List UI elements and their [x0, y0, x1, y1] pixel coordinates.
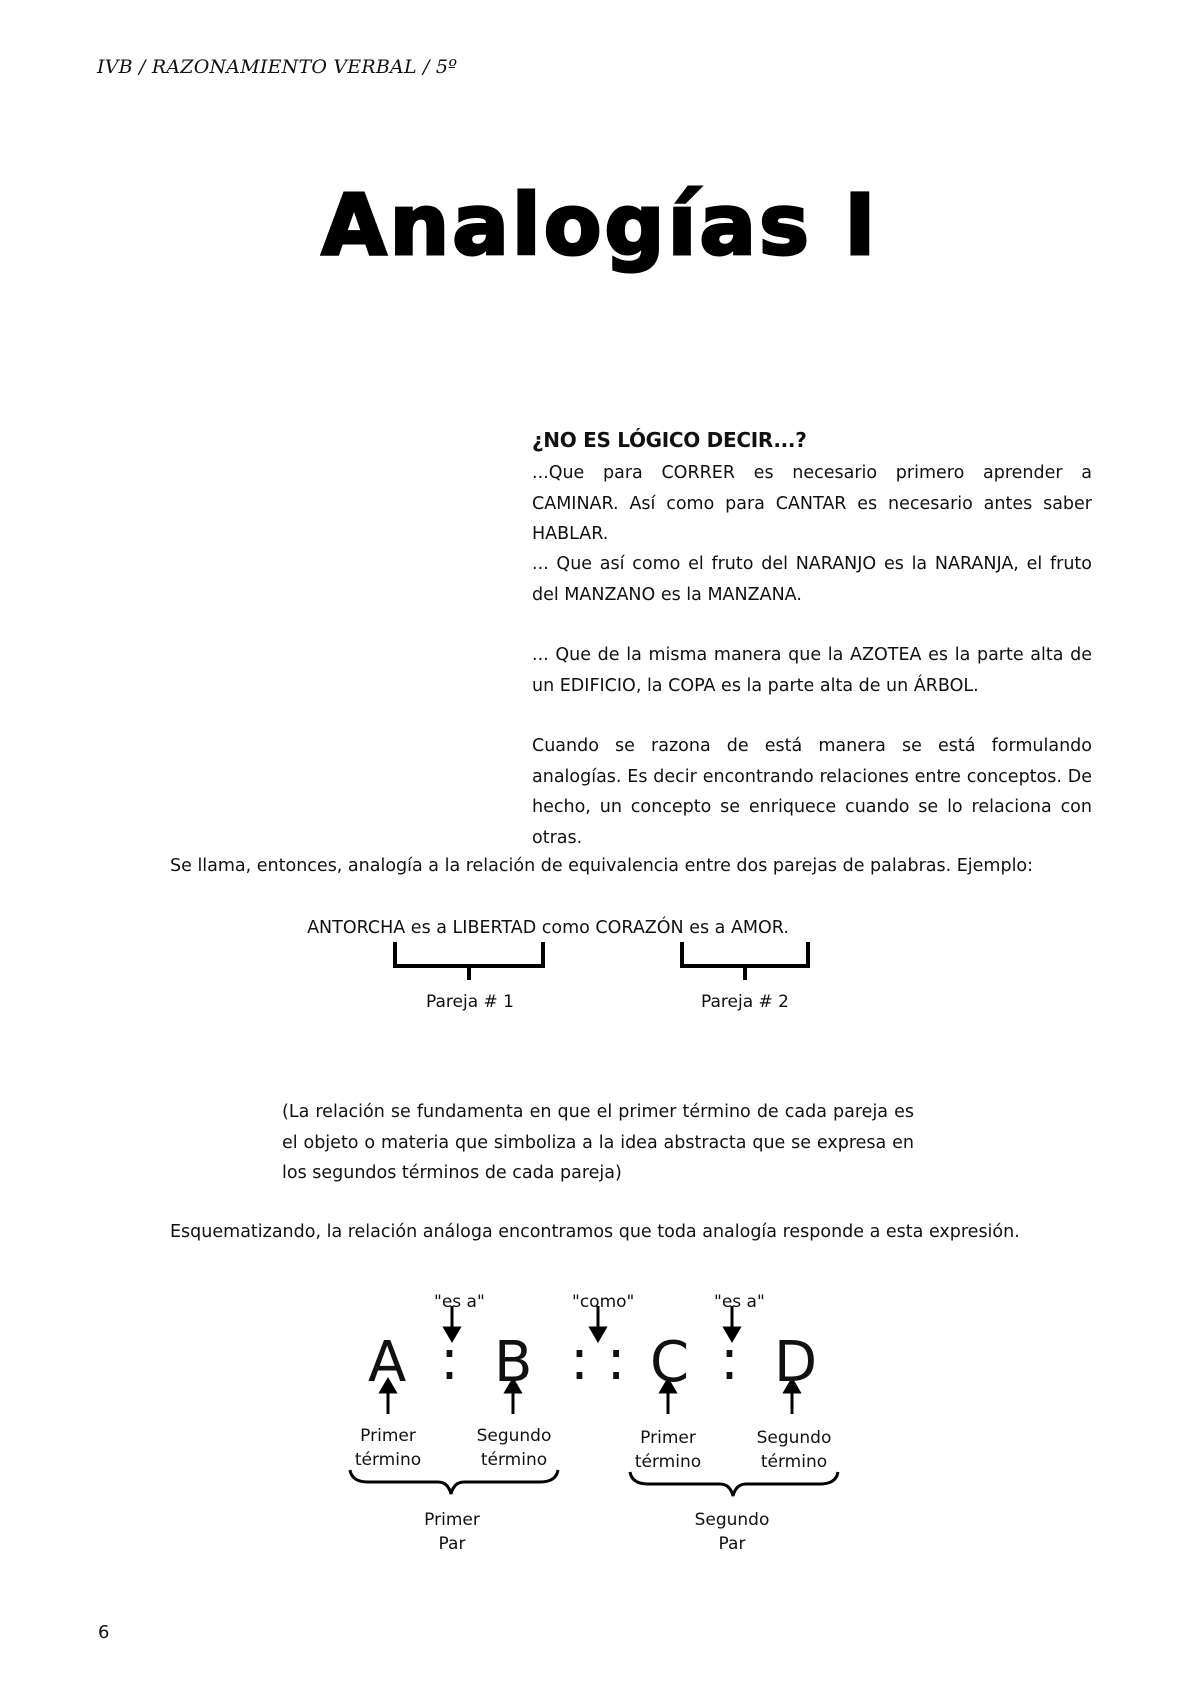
colon-2: :: [720, 1328, 739, 1393]
intro-paragraph-4: Cuando se razona de está manera se está formulando analogías. Es decir encontrando relaciones entre conceptos. De hecho, un concepto se enriquece cuando se lo relaciona con otras.: [532, 736, 1092, 848]
colon-1: :: [440, 1328, 459, 1393]
label-es-a-2: "es a": [714, 1292, 765, 1312]
label-term-a: Primer término: [354, 1426, 422, 1470]
label-term-b: Segundo término: [476, 1426, 552, 1470]
brace-pair-1: [350, 1470, 558, 1494]
term-a: A: [368, 1330, 407, 1395]
schema-intro-text: Esquematizando, la relación análoga encontramos que toda analogía responde a esta expresión.: [170, 1222, 1020, 1242]
brace-pair-2: [630, 1472, 838, 1496]
term-b: B: [494, 1330, 533, 1395]
page-title: Analogías I: [321, 176, 879, 274]
label-term-d: Segundo término: [756, 1428, 832, 1472]
intro-paragraph-1: ...Que para CORRER es necesario primero aprender a CAMINAR. Así como para CANTAR es necesario antes saber HABLAR.: [532, 463, 1092, 544]
double-colon: : :: [570, 1328, 626, 1393]
intro-paragraph-2: ... Que así como el fruto del NARANJO es la NARANJA, el fruto del MANZANO es la MANZANA.: [532, 554, 1092, 605]
example-sentence: ANTORCHA es a LIBERTAD como CORAZÓN es a AMOR.: [307, 918, 789, 938]
intro-paragraph-3: ... Que de la misma manera que la AZOTEA es la parte alta de un EDIFICIO, la COPA es la parte alta de un ÁRBOL.: [532, 645, 1092, 696]
page-number: 6: [98, 1622, 110, 1643]
label-como: "como": [572, 1292, 635, 1312]
pair-1-label: Pareja # 1: [426, 992, 514, 1012]
label-es-a-1: "es a": [434, 1292, 485, 1312]
running-header: IVB / RAZONAMIENTO VERBAL / 5º: [97, 56, 458, 78]
label-term-c: Primer término: [634, 1428, 702, 1472]
bracket-pair-1: [395, 942, 543, 966]
term-d: D: [774, 1330, 818, 1395]
pair-2-label: Pareja # 2: [701, 992, 789, 1012]
explanation-text: (La relación se fundamenta en que el primer término de cada pareja es el objeto o materia que simboliza a la idea abstracta que se expresa en los segundos términos de cada pareja): [282, 1102, 914, 1183]
label-second-pair: Segundo Par: [694, 1510, 770, 1554]
analogy-schema: [0, 1280, 1200, 1580]
bracket-pair-2: [682, 942, 808, 966]
definition-text: Se llama, entonces, analogía a la relación de equivalencia entre dos parejas de palabras. Ejemplo:: [170, 856, 1034, 876]
label-first-pair: Primer Par: [424, 1510, 480, 1554]
term-c: C: [650, 1330, 690, 1395]
intro-heading: ¿NO ES LÓGICO DECIR...?: [532, 428, 807, 452]
pair-brackets: [0, 940, 1200, 980]
